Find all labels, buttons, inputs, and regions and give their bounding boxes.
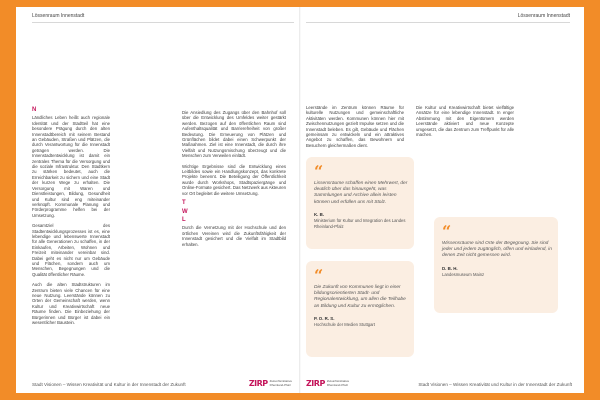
paragraph: Die Kultur und Kreativwirtschaft bietet vielfältige Ansätze für eine lebendige Innenstadt. In enger Abstimmung mit den Eigentümern werden Leerstände aktiviert und neue Konzepte umgesetzt, die das Zentrum zum Treffpunkt für alle machen. bbox=[416, 105, 514, 138]
paragraph: Ländliches Leben heißt auch regionale Identität und der Stadtteil hat eine besondere Prägung durch den alten Innenstadtbereich mit seinem Bestand an Gebäuden, Straßen und Plätzen, die durch Verantwortung für die Innenstadt getragen werden. Die Innenstadtentwicklung ist damit ein zentrales Thema für die Versorgung und die soziale Infrastruktur. Den Stadtkern zu stärken bedeutet, auch die Erreichbarkeit zu sichern und eine Stadt der kurzen Wege zu erhalten. Die Versorgung mit Waren und Dienstleistungen, Bildung, Gesundheit und Kultur sind eng miteinander verknüpft. Kommunale Planung und Förderprogramme helfen bei der Umsetzung. bbox=[32, 115, 110, 218]
zirp-logo-text bbox=[270, 380, 292, 387]
paragraph: Durch die Vernetzung mit der Hochschule und den örtlichen Vereinen wird die Zukunftsfähigkeit der Innenstadt gesichert und die Vielfalt im Stadtbild erhalten. bbox=[182, 225, 286, 247]
footer-right: Stadt Visionen – Wissen Kreativität und Kultur in der Innenstadt der Zukunft bbox=[418, 382, 572, 387]
section-initial: L bbox=[182, 216, 186, 223]
section-initial: N bbox=[32, 107, 37, 113]
left-column-1 bbox=[32, 105, 110, 330]
quote-box-2 bbox=[306, 261, 414, 357]
footer-logo-right bbox=[306, 379, 349, 388]
paragraph: Gesamtziel des Stadtentwicklungsprozesses ist es, eine lebendige und lebenswerte Innenstadt für alle Generationen zu schaffen, in der Einkaufen, Arbeiten, Wohnen und Freizeit miteinander vereinbar sind. Dabei geht es nicht nur um Gebäude und Flächen, sondern auch um Menschen, Begegnungen und die Qualität öffentlicher Räume. bbox=[32, 223, 110, 277]
quote-author: P. O. R. S. bbox=[314, 315, 335, 321]
paragraph: Wichtige Ergebnisse sind die Entwicklung eines Leitbildes sowie ein Handlungskonzept, das konkrete Projekte benennt. Die Beteiligung der Öffentlichkeit wurde durch Workshops, Stadtspaziergänge und Online-Formate gesichert. Das Netzwerk aus Akteuren vor Ort begleitet die weitere Umsetzung. bbox=[182, 163, 286, 196]
right-column-1 bbox=[306, 105, 404, 153]
left-column-2 bbox=[182, 110, 286, 252]
running-header-left: Lössenraum Innenstadt bbox=[32, 13, 85, 19]
quote-author: D. B. H. bbox=[442, 265, 458, 271]
quote-mark-icon: “ bbox=[314, 266, 324, 285]
paragraph: Auch die alten Stadtstrukturen im Zentrum bieten viele Chancen für eine neue Nutzung. Leerstände können zu Orten der Gemeinschaft werden, wenn Kultur und Kreativwirtschaft neue Räume finden. Die Einbeziehung der Bürgerinnen und Bürger ist dabei ein wesentlicher Baustein. bbox=[32, 282, 110, 326]
logo-line-1: Zukunftsinitiative bbox=[269, 379, 292, 384]
paragraph: Leerstände im Zentrum können Räume für kulturelle Nutzungen und gemeinschaftliche Aktivitäten werden. Kommunen können hier mit Zwischennutzungen gezielt Impulse setzen und die Innenstadt beleben. Es gilt, Gebäude und Flächen gemeinsam zu entwickeln und ein attraktives Angebot zu schaffen, das Bewohnern und Besuchern gleichermaßen dient. bbox=[306, 105, 404, 148]
quote-box-1 bbox=[306, 157, 414, 249]
paragraph: Die Ansiedlung des Zugangs über den Bahnhof soll über die Entwicklung des Umfeldes weiter gestärkt werden. Bezogen auf den öffentlichen Raum sind Aufenthaltsqualität und Barrierefreiheit von großer Bedeutung. Die Erneuerung von Plätzen und Grünflächen bildet dabei einen Schwerpunkt der Maßnahmen. Ziel ist eine Innenstadt, die durch ihre Vielfalt und Nutzungsmischung überzeugt und die Menschen zum Verweilen einlädt. bbox=[182, 110, 286, 159]
right-page bbox=[300, 7, 584, 393]
quote-role: Landesmuseum Mainz bbox=[442, 271, 485, 277]
left-page bbox=[16, 7, 300, 393]
quote-role: Hochschule der Medien Stuttgart bbox=[314, 322, 375, 328]
quote-mark-icon: “ bbox=[442, 222, 452, 241]
zirp-logo-mark: ZIRP bbox=[306, 379, 325, 388]
logo-line-2: Rheinland-Pfalz bbox=[326, 382, 348, 387]
document-spread bbox=[16, 7, 584, 393]
footer-left: Stadt Visionen – Wissen Kreativität und Kultur in der Innenstadt der Zukunft bbox=[32, 382, 186, 387]
zirp-logo-text bbox=[327, 380, 349, 387]
section-initial: W bbox=[182, 208, 188, 215]
quote-box-3 bbox=[434, 217, 558, 313]
quote-text: Wissensräume sind Orte der Begegnung. Sie sind jeder und jedem zugänglich, offen und einladend, in denen Zeit nicht gemessen wird. bbox=[442, 241, 552, 259]
footer-logo-left bbox=[249, 379, 292, 388]
quote-role: Ministerium für Kultur und Integration des Landes Rheinland-Pfalz bbox=[314, 218, 406, 230]
logo-line-1: Zukunftsinitiative bbox=[326, 379, 350, 384]
header-rule bbox=[32, 22, 294, 23]
running-header-right: Lössenraum Innenstadt bbox=[517, 13, 570, 19]
quote-text: Lissensräume schaffen einen Mehrwert, der deutlich über das hinausgeht, was Sammlungen und Archive allein leisten können und erfüllen uns mit Stolz. bbox=[314, 181, 408, 205]
header-rule bbox=[306, 22, 570, 23]
right-column-2 bbox=[416, 105, 514, 142]
quote-author: K. B. bbox=[314, 211, 325, 217]
quote-mark-icon: “ bbox=[314, 162, 324, 181]
logo-line-2: Rheinland-Pfalz bbox=[269, 382, 291, 387]
section-initial: T bbox=[182, 200, 186, 207]
zirp-logo-mark: ZIRP bbox=[248, 379, 268, 388]
quote-text: Die Zukunft von Kommunen liegt in einer bildungsorientierten Stadt- und Regionalentwicklung, um allen die Teilhabe an Bildung und Kultur zu ermöglichen. bbox=[314, 285, 406, 309]
